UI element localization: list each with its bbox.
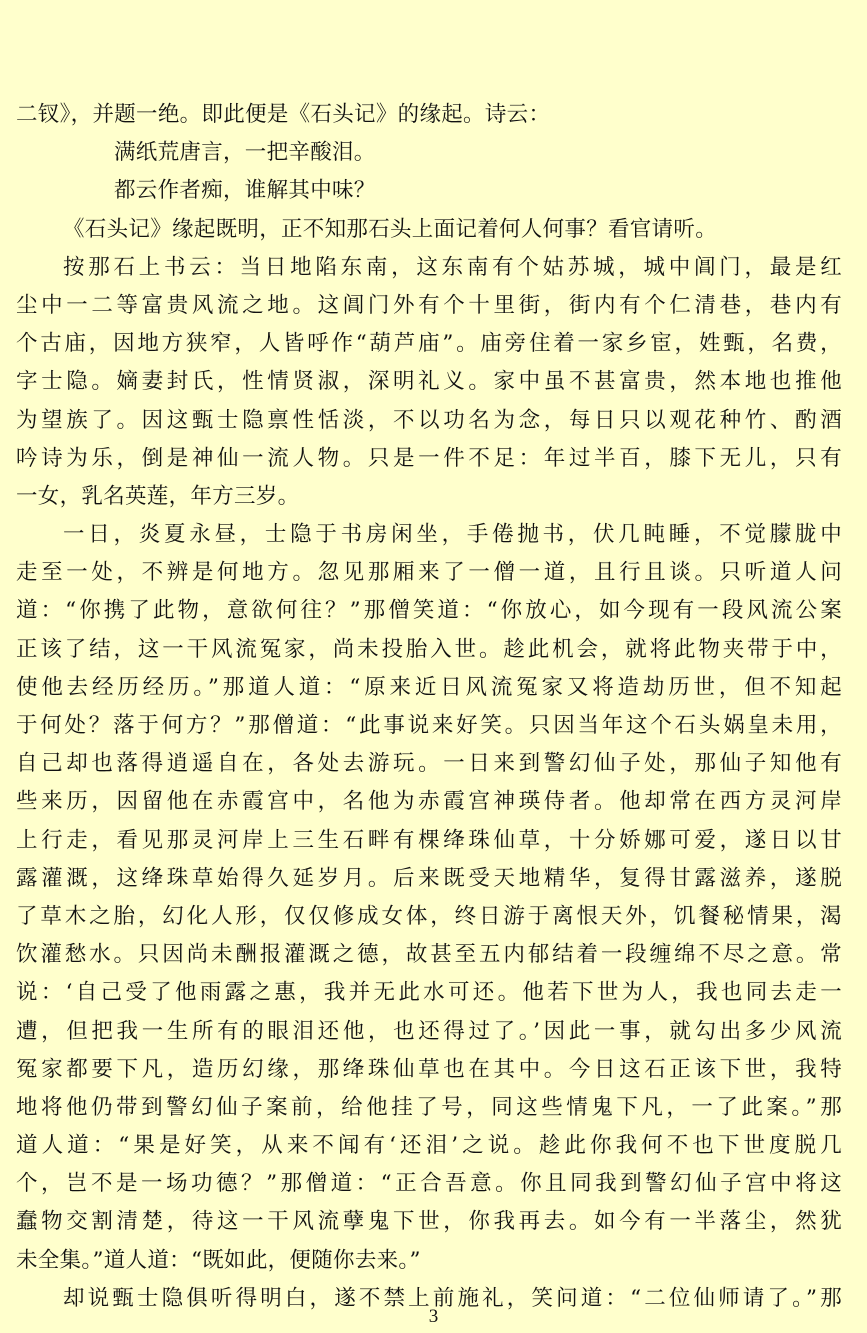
poem-line: 都云作者痴，谁解其中味？: [114, 178, 376, 204]
text-line: 走至一处，不辨是何地方。忽见那厢来了一僧一道，且行且谈。只听道人问: [16, 560, 842, 586]
text-line: 于何处？落于何方？”那僧道：“此事说来好笑。只因当年这个石头娲皇未用，: [16, 713, 842, 738]
page-number: 3: [428, 1306, 439, 1327]
paragraph-first-line: 却说甄士隐俱听得明白，遂不禁上前施礼，笑问道：“二位仙师请了。”那: [63, 1285, 842, 1311]
text-line: 蠢物交割清楚，待这一干风流孽鬼下世，你我再去。如今有一半落尘，然犹: [16, 1209, 842, 1235]
text-line: 未全集。”道人道：“既如此，便随你去来。”: [16, 1247, 421, 1273]
paragraph-first-line: 一日，炎夏永昼，士隐于书房闲坐，手倦抛书，伏几盹睡，不觉朦胧中: [63, 522, 842, 548]
text-line: 为望族了。因这甄士隐禀性恬淡，不以功名为念，每日只以观花种竹、酌酒: [16, 407, 842, 433]
text-line: 个古庙，因地方狭窄，人皆呼作“葫芦庙”。庙旁住着一家乡宦，姓甄，名费，: [16, 331, 842, 357]
text-line: 冤家都要下凡，造历幻缘，那绛珠仙草也在其中。今日这石正该下世，我特: [16, 1056, 842, 1082]
text-line: 上行走，看见那灵河岸上三生石畔有棵绛珠仙草，十分娇娜可爱，遂日以甘: [16, 827, 842, 853]
text-line: 字士隐。嫡妻封氏，性情贤淑，深明礼义。家中虽不甚富贵，然本地也推他: [16, 369, 842, 395]
text-line: 道人道：“果是好笑，从来不闻有‘还泪’之说。趁此你我何不也下世度脱几: [16, 1133, 842, 1159]
text-line: 道：“你携了此物，意欲何往？”那僧笑道：“你放心，如今现有一段风流公案: [16, 598, 842, 624]
text-line: 些来历，因留他在赤霞宫中，名他为赤霞宫神瑛侍者。他却常在西方灵河岸: [16, 789, 842, 815]
poem-line: 满纸荒唐言，一把辛酸泪。: [114, 140, 376, 166]
text-line: 尘中一二等富贵风流之地。这阊门外有个十里街，街内有个仁清巷，巷内有: [16, 292, 842, 318]
text-line: 个，岂不是一场功德？”那僧道：“正合吾意。你且同我到警幻仙子宫中将这: [16, 1171, 842, 1197]
text-line: 饮灌愁水。只因尚未酬报灌溉之德，故甚至五内郁结着一段缠绵不尽之意。常: [16, 942, 842, 968]
text-line: 说：‘自己受了他雨露之惠，我并无此水可还。他若下世为人，我也同去走一: [16, 980, 842, 1006]
paragraph-first-line: 按那石上书云：当日地陷东南，这东南有个姑苏城，城中阊门，最是红: [63, 254, 842, 280]
text-line: 二钗》，并题一绝。即此便是《石头记》的缘起。诗云：: [16, 102, 551, 127]
text-line: 遭，但把我一生所有的眼泪还他，也还得过了。’因此一事，就勾出多少风流: [16, 1018, 842, 1044]
paragraph-first-line: 《石头记》缘起既明，正不知那石头上面记着何人何事？看官请听。: [63, 216, 718, 242]
text-line: 露灌溉，这绛珠草始得久延岁月。后来既受天地精华，复得甘露滋养，遂脱: [16, 865, 842, 891]
text-line: 正该了结，这一干风流冤家，尚未投胎入世。趁此机会，就将此物夹带于中，: [16, 636, 842, 662]
text-line: 了草木之胎，幻化人形，仅仅修成女体，终日游于离恨天外，饥餐秘情果，渴: [16, 903, 842, 929]
text-line: 吟诗为乐，倒是神仙一流人物。只是一件不足：年过半百，膝下无儿，只有: [16, 445, 842, 471]
text-line: 自己却也落得逍遥自在，各处去游玩。一日来到警幻仙子处，那仙子知他有: [16, 751, 842, 777]
text-line: 地将他仍带到警幻仙子案前，给他挂了号，同这些情鬼下凡，一了此案。”那: [16, 1094, 842, 1120]
text-line: 使他去经历经历。”那道人道：“原来近日风流冤家又将造劫历世，但不知起: [16, 674, 842, 700]
body-text: [16, 96, 842, 1318]
text-line: 一女，乳名英莲，年方三岁。: [16, 483, 300, 509]
